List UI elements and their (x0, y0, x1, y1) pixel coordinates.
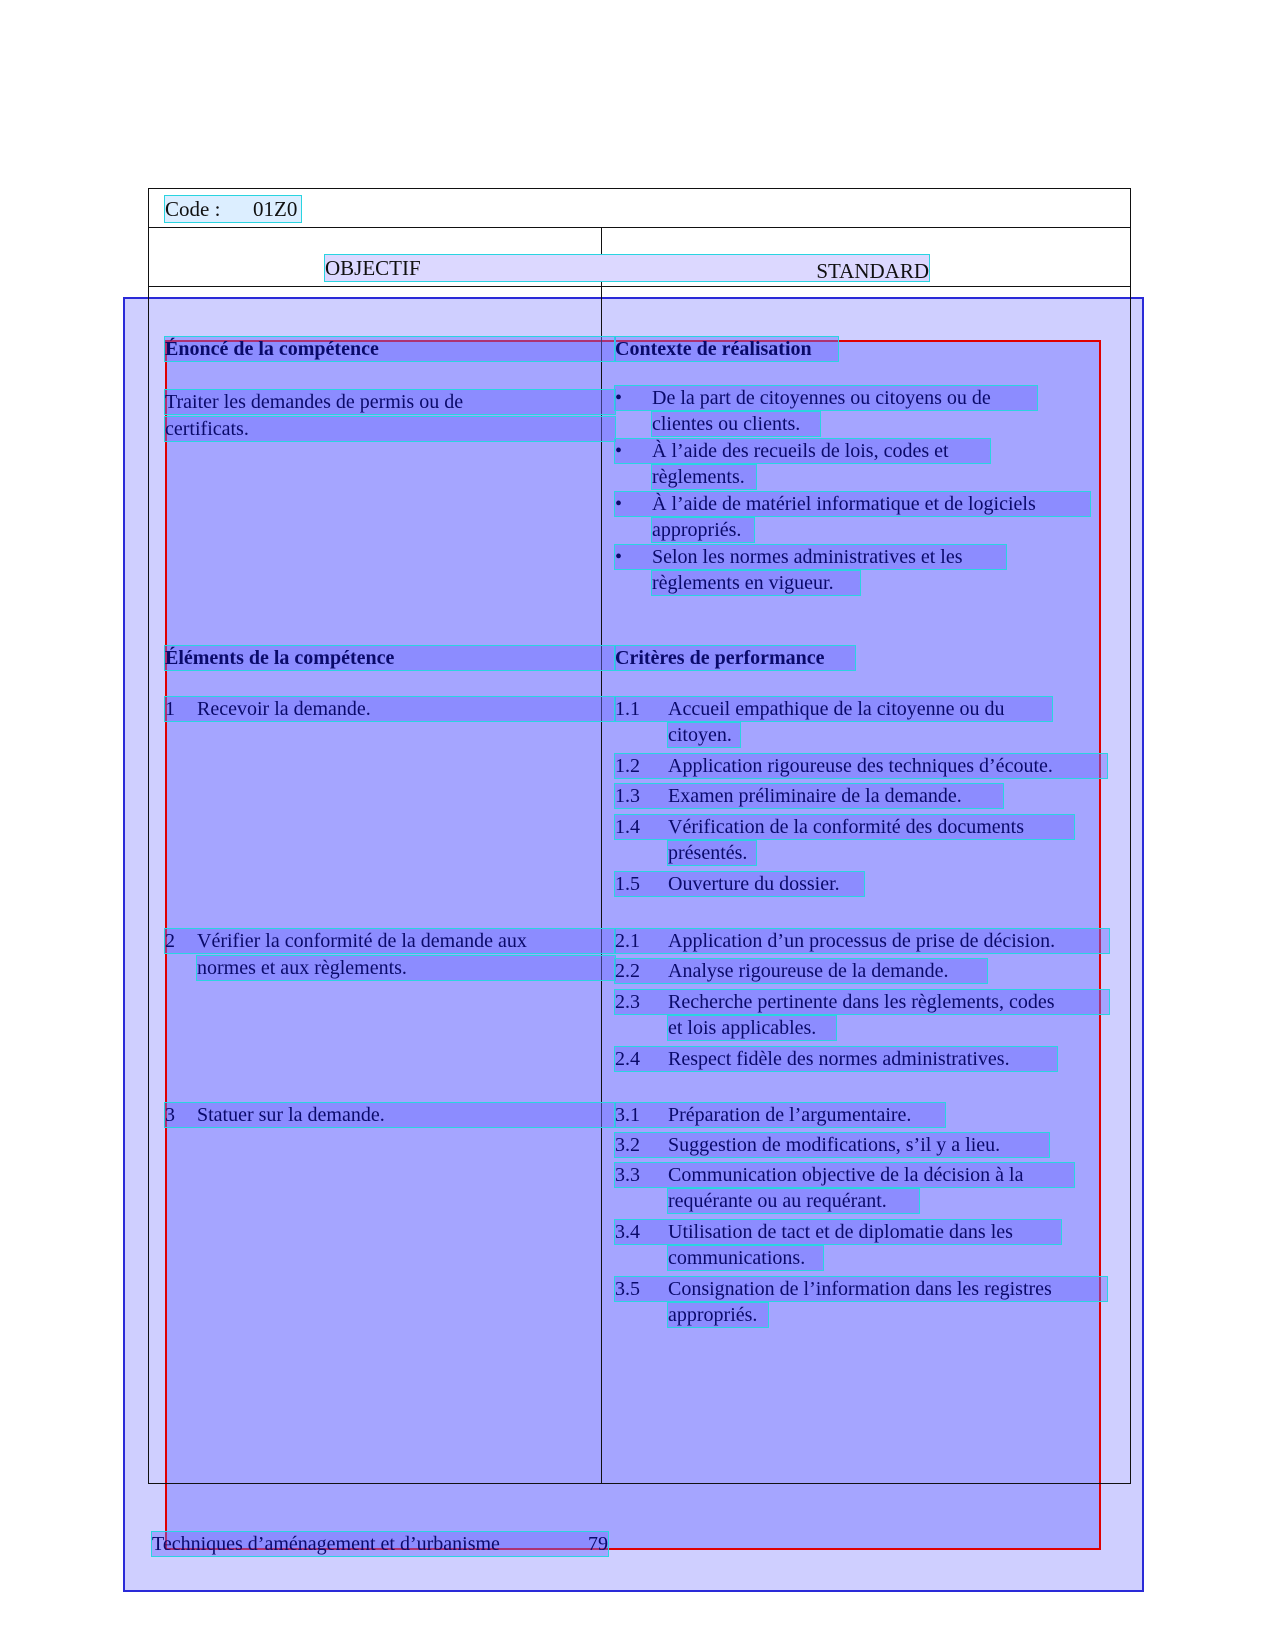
enonce-heading: Énoncé de la compétence (165, 337, 615, 361)
enonce-line-1: Traiter les demandes de permis ou de (165, 390, 615, 414)
table-row-divider (149, 227, 1130, 228)
critere-item: 2.4 Respect fidèle des normes administratives. (615, 1047, 1057, 1071)
critere-item: 3.3 Communication objective de la décision à la (615, 1163, 1074, 1187)
bullet-icon: • (615, 493, 623, 515)
critere-item: 1.2 Application rigoureuse des techniques d’écoute. (615, 754, 1107, 778)
enonce-line-2: certificats. (165, 417, 615, 441)
contexte-item-cont: appropriés. (652, 518, 754, 542)
criteres-heading: Critères de performance (615, 646, 855, 670)
table-column-divider (601, 227, 602, 1483)
contexte-item-cont: règlements en vigueur. (652, 571, 860, 595)
elements-heading: Éléments de la compétence (165, 646, 615, 670)
critere-item-cont: appropriés. (668, 1303, 768, 1327)
page-footer (152, 1532, 608, 1556)
header-objectif: OBJECTIF (325, 256, 421, 280)
critere-item: 3.5 Consignation de l’information dans les registres (615, 1277, 1107, 1301)
bullet-icon: • (615, 440, 623, 462)
critere-item: 1.1 Accueil empathique de la citoyenne ou du (615, 697, 1052, 721)
header-standard: STANDARD (816, 259, 929, 283)
critere-item-cont: présentés. (668, 841, 756, 865)
critere-item: 2.2 Analyse rigoureuse de la demande. (615, 959, 987, 983)
critere-item: 1.5 Ouverture du dossier. (615, 872, 864, 896)
critere-item: 1.4 Vérification de la conformité des documents (615, 815, 1074, 839)
contexte-item-cont: clientes ou clients. (652, 412, 820, 436)
page-number: 79 (588, 1533, 608, 1555)
critere-item-cont: requérante ou au requérant. (668, 1189, 919, 1213)
table-row-divider (149, 286, 1130, 287)
contexte-item: • De la part de citoyennes ou citoyens ou de (615, 386, 1037, 410)
code-field (165, 196, 301, 222)
critere-item-cont: citoyen. (668, 723, 740, 747)
code-value: 01Z0 (253, 197, 298, 221)
contexte-item: • À l’aide des recueils de lois, codes et (615, 439, 990, 463)
critere-item: 3.1 Préparation de l’argumentaire. (615, 1103, 945, 1127)
critere-item: 2.1 Application d’un processus de prise de décision. (615, 929, 1109, 953)
critere-item: 1.3 Examen préliminaire de la demande. (615, 784, 1003, 808)
contexte-item: • À l’aide de matériel informatique et de logiciels (615, 492, 1090, 516)
bullet-icon: • (615, 546, 623, 568)
bullet-icon: • (615, 387, 623, 409)
contexte-heading: Contexte de réalisation (615, 337, 838, 361)
element-item: 1 Recevoir la demande. (165, 697, 615, 721)
column-headers (325, 255, 929, 281)
footer-title: Techniques d’aménagement et d’urbanisme (152, 1533, 500, 1555)
contexte-item-cont: règlements. (652, 465, 756, 489)
contexte-item: • Selon les normes administratives et les (615, 545, 1006, 569)
element-item: 3 Statuer sur la demande. (165, 1103, 615, 1127)
critere-item: 2.3 Recherche pertinente dans les règlements, codes (615, 990, 1109, 1014)
critere-item-cont: communications. (668, 1246, 823, 1270)
element-item-cont: normes et aux règlements. (197, 956, 615, 980)
critere-item-cont: et lois applicables. (668, 1016, 836, 1040)
element-item: 2 Vérifier la conformité de la demande aux (165, 929, 615, 953)
critere-item: 3.4 Utilisation de tact et de diplomatie dans les (615, 1220, 1061, 1244)
critere-item: 3.2 Suggestion de modifications, s’il y a lieu. (615, 1133, 1049, 1157)
code-label: Code : (165, 197, 221, 221)
